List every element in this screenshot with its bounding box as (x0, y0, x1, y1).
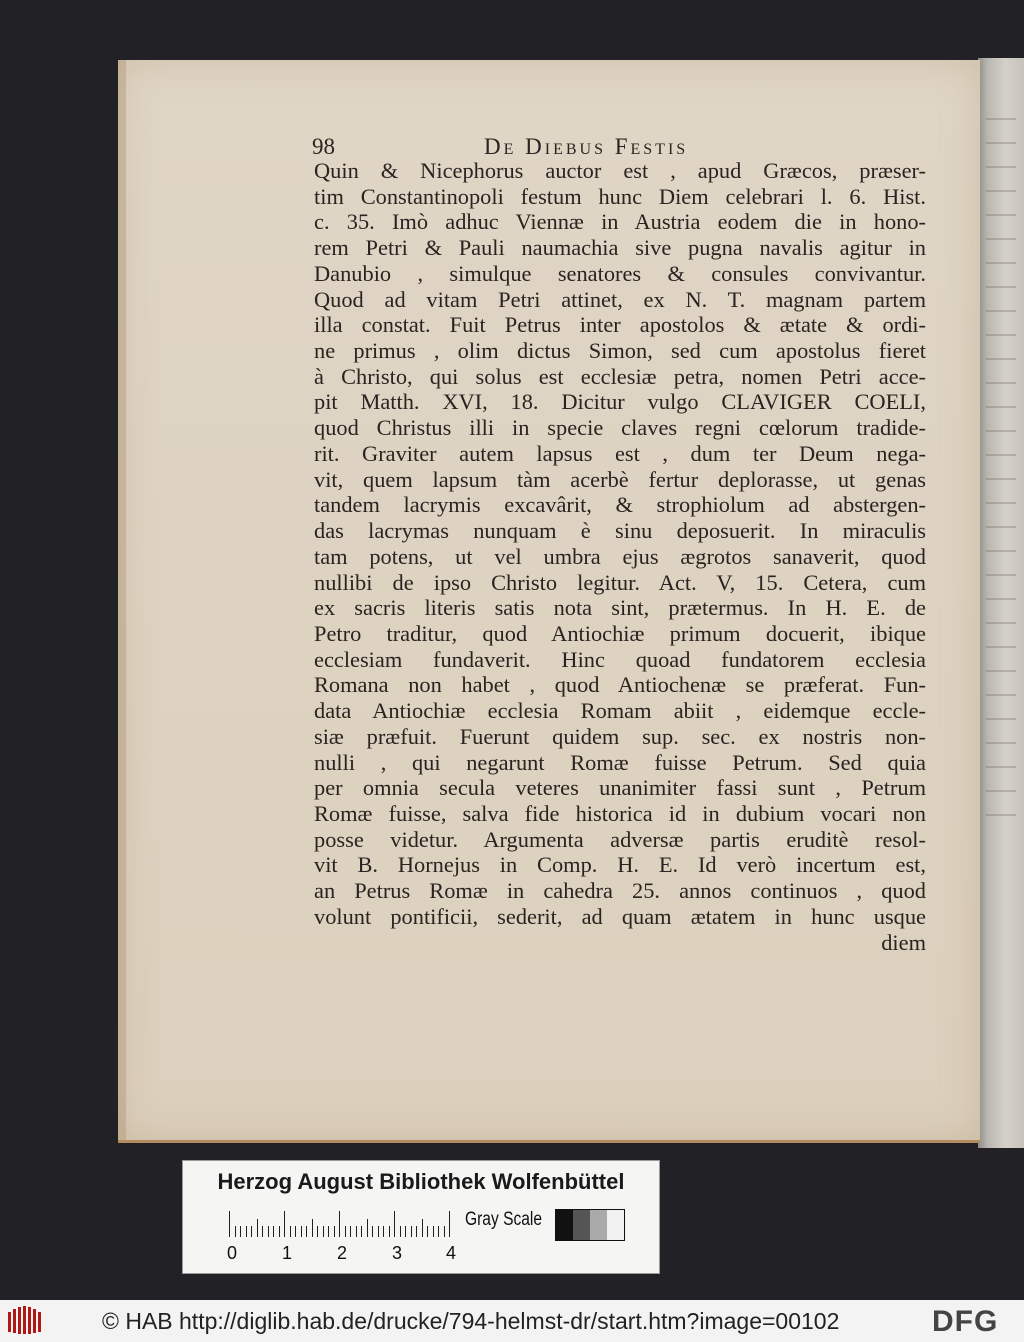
ruler-number: 3 (392, 1243, 403, 1263)
text-line: nullibi de ipso Christo legitur. Act. V, 15. Cetera, cum (314, 569, 926, 595)
ruler-tick (367, 1219, 368, 1237)
text-line: diem (881, 929, 926, 955)
text-line: Romæ fuisse, salva fide historica id in dubium vocari non (314, 800, 926, 826)
ruler-tick (235, 1226, 236, 1237)
ruler-number: 1 (282, 1243, 293, 1263)
ruler-tick (295, 1226, 296, 1237)
ruler-tick (438, 1226, 439, 1237)
ruler-tick (433, 1226, 434, 1237)
ruler-tick (389, 1226, 390, 1237)
text-line: Quin & Nicephorus auctor est , apud Græcos, præser- (314, 158, 926, 183)
text-line: per omnia secula veteres unanimiter fassi sunt , Petrum (314, 775, 926, 801)
ruler-tick (339, 1211, 340, 1237)
gray-swatch (607, 1210, 624, 1240)
page-body-text (314, 158, 926, 955)
text-line: rem Petri & Pauli naumachia sive pugna navalis agitur in (314, 235, 926, 261)
ruler-tick (378, 1226, 379, 1237)
text-line: tandem lacrymis excavârit, & strophiolum ad abstergen- (314, 492, 926, 518)
ruler-tick (361, 1226, 362, 1237)
viewer-footer (0, 1300, 1024, 1342)
ruler-tick (306, 1226, 307, 1237)
ruler-tick (411, 1226, 412, 1237)
ruler-tick (279, 1226, 280, 1237)
text-line: an Petrus Romæ in cahedra 25. annos continuos , quod (314, 878, 926, 904)
ruler-tick (372, 1226, 373, 1237)
ruler-number: 2 (337, 1243, 348, 1263)
ruler-tick (328, 1226, 329, 1237)
text-line: Quod ad vitam Petri attinet, ex N. T. magnam partem (314, 286, 926, 312)
cm-ruler (229, 1209, 451, 1237)
ruler-tick (334, 1226, 335, 1237)
ruler-tick (240, 1226, 241, 1237)
ruler-tick (312, 1219, 313, 1237)
ruler-tick (268, 1226, 269, 1237)
ruler-tick (317, 1226, 318, 1237)
text-line: quod Christus illi in specie claves regni cœlorum tradide- (314, 415, 926, 441)
text-line: Petro traditur, quod Antiochiæ primum docuerit, ibique (314, 620, 926, 646)
ruler-tick (257, 1219, 258, 1237)
text-line: nulli , qui negarunt Romæ fuisse Petrum. Sed quia (314, 749, 926, 775)
text-line: à Christo, qui solus est ecclesiæ petra, nomen Petri acce- (314, 363, 926, 389)
ruler-tick (251, 1226, 252, 1237)
ruler-tick (416, 1226, 417, 1237)
ruler-tick (350, 1226, 351, 1237)
ruler-tick (290, 1226, 291, 1237)
text-line: illa constat. Fuit Petrus inter apostolos & ætate & ordi- (314, 312, 926, 338)
ruler-tick (262, 1226, 263, 1237)
text-line: ne primus , olim dictus Simon, sed cum apostolus fieret (314, 338, 926, 364)
ruler-tick (301, 1226, 302, 1237)
text-line: vit B. Hornejus in Comp. H. E. Id verò incertum est, (314, 852, 926, 878)
ruler-tick (356, 1226, 357, 1237)
gray-scale-swatch (555, 1209, 625, 1241)
text-line: ecclesiam fundaverit. Hinc quoad fundatorem ecclesia (314, 646, 926, 672)
text-line: Romana non habet , quod Antiochenæ se præferat. Fun- (314, 672, 926, 698)
copyright-url[interactable]: © HAB http://diglib.hab.de/drucke/794-helmst-dr/start.htm?image=00102 (102, 1308, 840, 1334)
text-line: siæ præfuit. Fuerunt quidem sup. sec. ex nostris non- (314, 723, 926, 749)
text-line: Danubio , simulque senatores & consules convivantur. (314, 260, 926, 286)
ruler-tick (400, 1226, 401, 1237)
text-line: data Antiochiæ ecclesia Romam abiit , eidemque eccle- (314, 698, 926, 724)
ruler-tick (284, 1211, 285, 1237)
text-line: c. 35. Imò adhuc Viennæ in Austria eodem die in hono- (314, 209, 926, 235)
ruler-tick (345, 1226, 346, 1237)
text-line: ex sacris literis satis nota sint, prætermus. In H. E. de (314, 595, 926, 621)
library-label-card (182, 1160, 660, 1274)
running-head: De Diebus Festis (484, 134, 689, 159)
ruler-tick (323, 1226, 324, 1237)
gray-scale-label: Gray Scale (465, 1209, 543, 1230)
text-line: vit, quem lapsum tàm acerbè fertur deplorasse, ut genas (314, 466, 926, 492)
ruler-tick (273, 1226, 274, 1237)
ruler-number: 0 (227, 1243, 238, 1263)
text-line: pit Matth. XVI, 18. Dicitur vulgo CLAVIGER COELI, (314, 389, 926, 415)
hab-logo-icon (6, 1306, 46, 1336)
ruler-tick (449, 1211, 450, 1237)
text-line: posse videtur. Argumenta adversæ partis eruditè resol- (314, 826, 926, 852)
dfg-logo: DFG (932, 1305, 999, 1338)
ruler-number: 4 (446, 1243, 457, 1263)
text-line: tim Constantinopoli festum hunc Diem celebrari l. 6. Hist. (314, 183, 926, 209)
facing-page-edge (978, 58, 1024, 1148)
gray-swatch (573, 1210, 590, 1240)
gray-swatch (590, 1210, 607, 1240)
ruler-tick (394, 1211, 395, 1237)
ruler-tick (229, 1211, 230, 1237)
text-line: das lacrymas nunquam è sinu deposuerit. In miraculis (314, 518, 926, 544)
page-number: 98 (312, 134, 335, 159)
ruler-tick (427, 1226, 428, 1237)
ruler-tick (422, 1219, 423, 1237)
gray-swatch (556, 1210, 573, 1240)
text-line: volunt pontificii, sederit, ad quam ætatem in hunc usque (314, 903, 926, 929)
text-line: rit. Graviter autem lapsus est , dum ter Deum nega- (314, 440, 926, 466)
ruler-tick (444, 1226, 445, 1237)
library-name: Herzog August Bibliothek Wolfenbüttel (217, 1169, 625, 1194)
ruler-tick (405, 1226, 406, 1237)
text-line: tam potens, ut vel umbra ejus ægrotos sanaverit, quod (314, 543, 926, 569)
ruler-tick (383, 1226, 384, 1237)
ruler-tick (246, 1226, 247, 1237)
